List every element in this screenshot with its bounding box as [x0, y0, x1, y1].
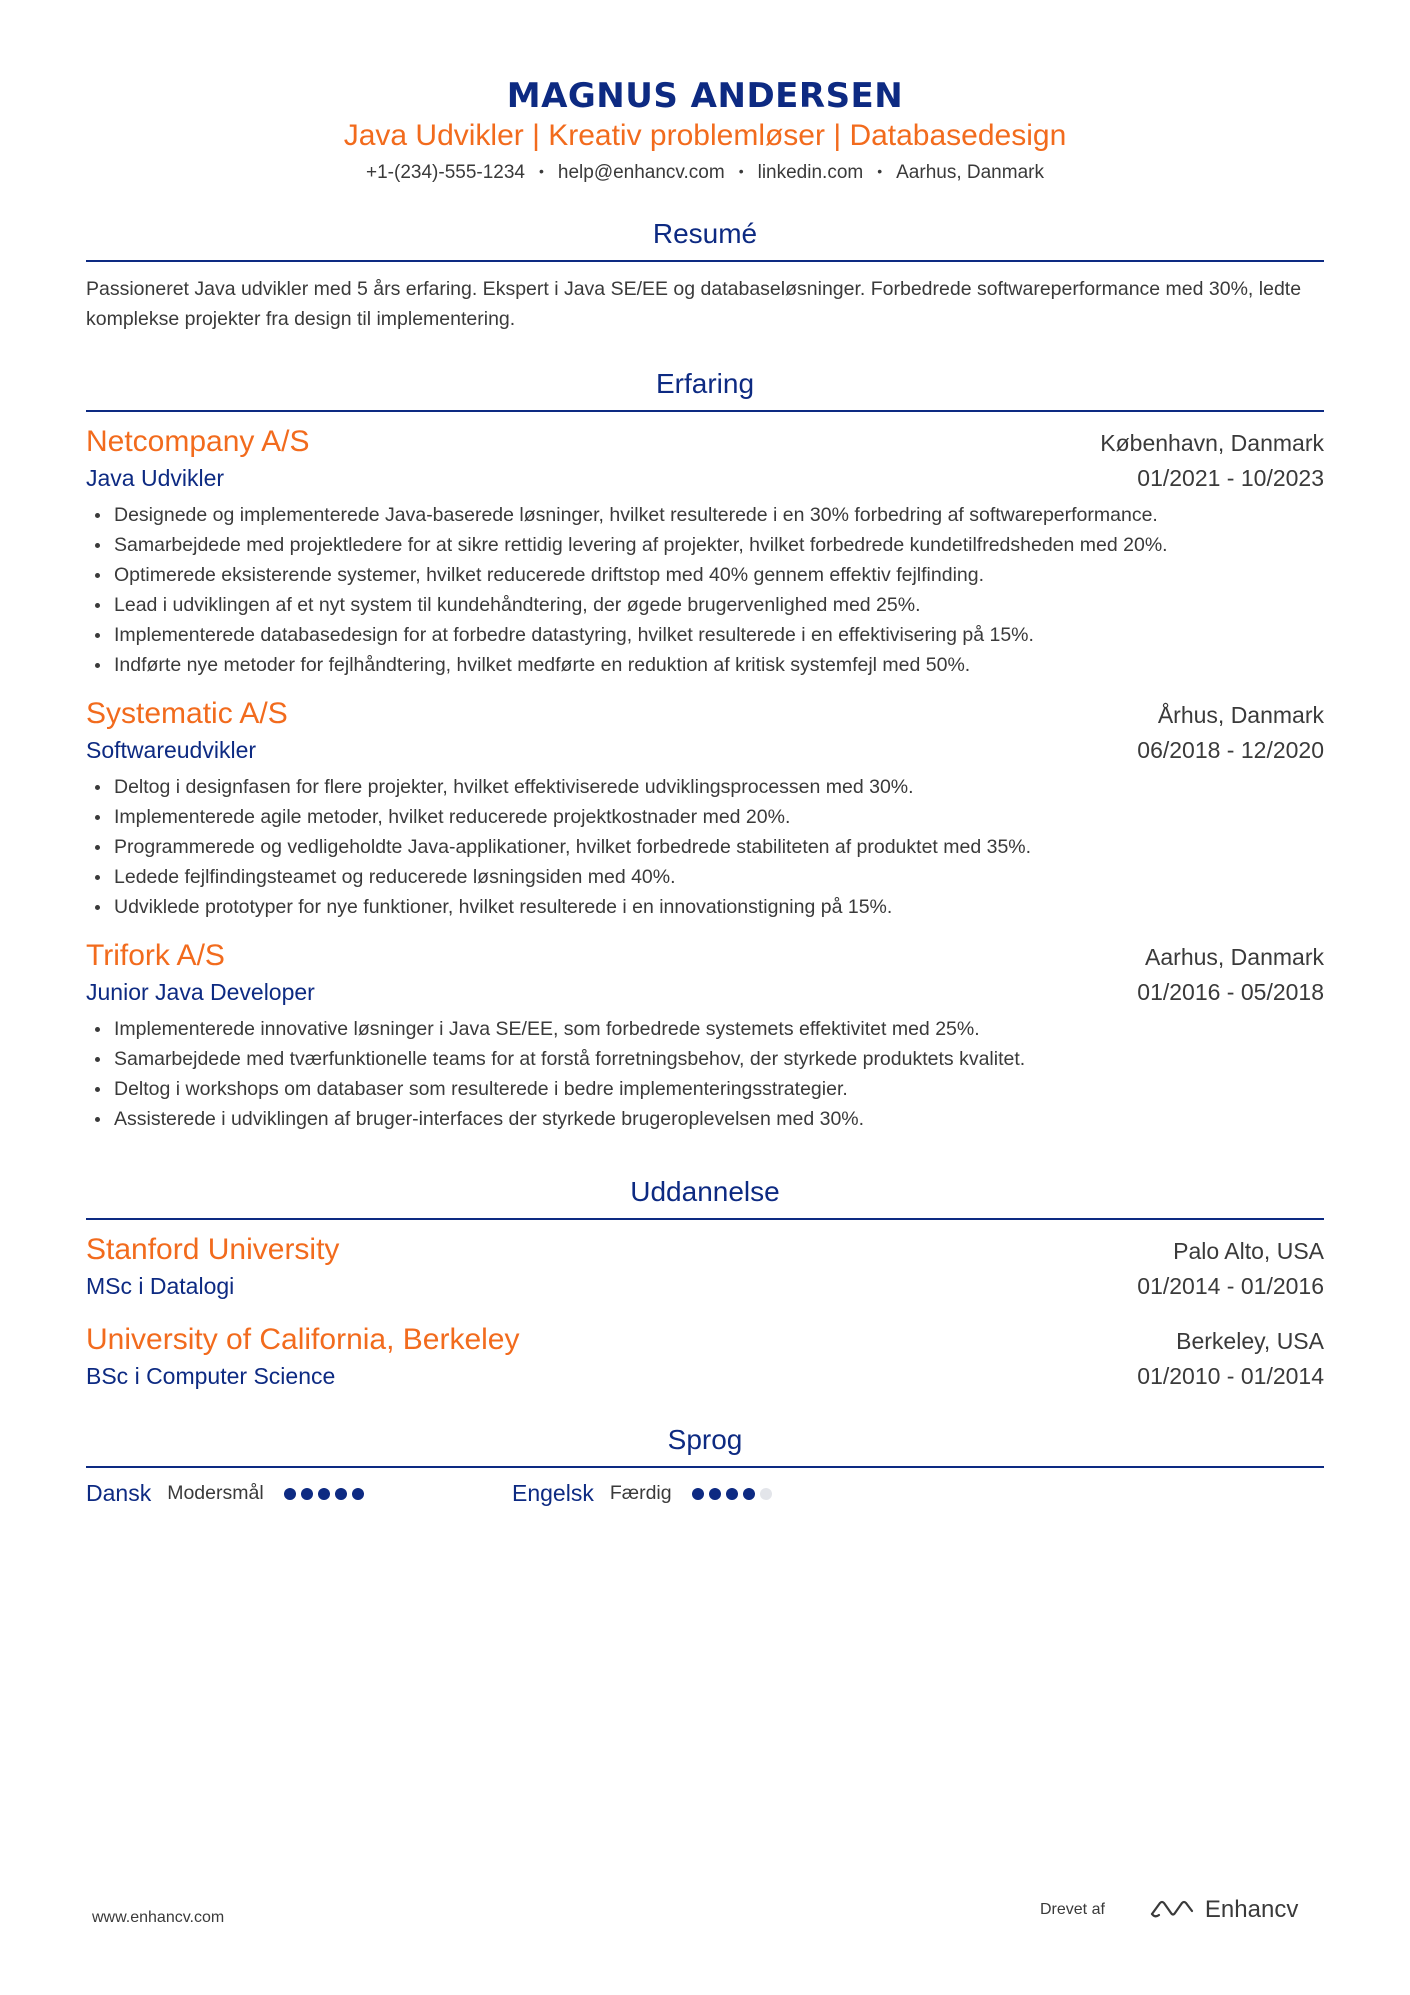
footer-url[interactable]: www.enhancv.com: [92, 1909, 225, 1926]
bullet-item: Implementerede agile metoder, hvilket reducerede projektkostnader med 20%.: [86, 802, 1324, 832]
headline: Java Udvikler | Kreativ problemløser | Databasedesign: [343, 119, 1067, 152]
language-name: Dansk: [86, 1480, 152, 1506]
experience-entry: [86, 936, 1324, 1134]
rating-dot: [760, 1488, 772, 1500]
separator-dot-icon: •: [738, 163, 744, 179]
experience-entry: [86, 694, 1324, 922]
bullet-item: Programmerede og vedligeholdte Java-applikationer, hvilket forbedrede stabiliteten af produktet med 35%.: [86, 832, 1324, 862]
separator-dot-icon: •: [538, 163, 544, 179]
school-location: Palo Alto, USA: [1173, 1238, 1324, 1264]
company-name: Netcompany A/S: [86, 425, 310, 458]
education-entry: [86, 1230, 1324, 1302]
experience-section: [86, 366, 1324, 1134]
job-dates: 01/2016 - 05/2018: [1137, 979, 1324, 1005]
language-level: Færdig: [609, 1482, 672, 1504]
school-name: University of California, Berkeley: [86, 1323, 520, 1356]
bullet-item: Deltog i workshops om databaser som resulterede i bedre implementeringsstrategier.: [86, 1074, 1324, 1104]
contact-line: [86, 158, 1324, 186]
section-title-experience: Erfaring: [86, 366, 1324, 412]
education-section: [86, 1174, 1324, 1392]
footer-branding: [1040, 1896, 1298, 1924]
contact-location: Aarhus, Danmark: [896, 162, 1044, 183]
bullet-item: Lead i udviklingen af et nyt system til kundehåndtering, der øgede brugervenlighed med 25%.: [86, 590, 1324, 620]
degree: MSc i Datalogi: [86, 1273, 235, 1299]
bullet-item: Samarbejdede med projektledere for at sikre rettidig levering af projekter, hvilket forbedrede kundetilfredsheden med 20%.: [86, 530, 1324, 560]
brand-name: Enhancv: [1204, 1896, 1299, 1923]
bullet-list: [86, 772, 1324, 922]
separator-dot-icon: •: [877, 163, 883, 179]
language-name: Engelsk: [512, 1480, 594, 1506]
language-rating: [692, 1488, 772, 1500]
contact-email[interactable]: help@enhancv.com: [557, 162, 725, 183]
rating-dot: [335, 1488, 347, 1500]
job-location: Århus, Danmark: [1157, 702, 1324, 728]
bullet-list: [86, 500, 1324, 680]
degree: BSc i Computer Science: [86, 1363, 336, 1389]
contact-phone: +1-(234)-555-1234: [366, 162, 525, 183]
language-rating: [284, 1488, 364, 1500]
bullet-item: Udviklede prototyper for nye funktioner, hvilket resulterede i en innovationstigning på 15%.: [86, 892, 1324, 922]
rating-dot: [352, 1488, 364, 1500]
rating-dot: [726, 1488, 738, 1500]
language-item: [86, 1480, 512, 1507]
company-name: Systematic A/S: [86, 697, 288, 730]
section-title-languages: Sprog: [86, 1422, 1324, 1468]
contact-linkedin[interactable]: linkedin.com: [757, 162, 864, 183]
rating-dot: [318, 1488, 330, 1500]
enhancv-logo-icon: [1149, 1899, 1195, 1921]
bullet-list: [86, 1014, 1324, 1134]
experience-entry: [86, 422, 1324, 680]
bullet-item: Designede og implementerede Java-baserede løsninger, hvilket resulterede i en 30% forbedring af softwareperformance.: [86, 500, 1324, 530]
language-item: [512, 1480, 938, 1507]
bullet-item: Implementerede innovative løsninger i Java SE/EE, som forbedrede systemets effektivitet med 25%.: [86, 1014, 1324, 1044]
language-level: Modersmål: [167, 1482, 264, 1504]
school-name: Stanford University: [86, 1233, 340, 1266]
rating-dot: [709, 1488, 721, 1500]
rating-dot: [692, 1488, 704, 1500]
job-dates: 01/2021 - 10/2023: [1137, 465, 1324, 491]
education-dates: 01/2014 - 01/2016: [1137, 1273, 1324, 1299]
rating-dot: [743, 1488, 755, 1500]
bullet-item: Deltog i designfasen for flere projekter, hvilket effektiviserede udviklingsprocessen med 30%.: [86, 772, 1324, 802]
education-entry: [86, 1320, 1324, 1392]
resume-page: [86, 0, 1324, 1507]
rating-dot: [284, 1488, 296, 1500]
section-title-summary: Resumé: [86, 216, 1324, 262]
bullet-item: Assisterede i udviklingen af bruger-interfaces der styrkede brugeroplevelsen med 30%.: [86, 1104, 1324, 1134]
job-location: København, Danmark: [1100, 430, 1324, 456]
powered-by-label: Drevet af: [1040, 1901, 1105, 1918]
rating-dot: [301, 1488, 313, 1500]
job-title: Softwareudvikler: [86, 737, 257, 763]
bullet-item: Ledede fejlfindingsteamet og reducerede løsningsiden med 40%.: [86, 862, 1324, 892]
education-dates: 01/2010 - 01/2014: [1137, 1363, 1324, 1389]
section-title-education: Uddannelse: [86, 1174, 1324, 1220]
bullet-item: Optimerede eksisterende systemer, hvilket reducerede driftstop med 40% gennem effektiv fejlfinding.: [86, 560, 1324, 590]
summary-section: [86, 216, 1324, 334]
job-title: Junior Java Developer: [86, 979, 315, 1005]
enhancv-logo[interactable]: [1149, 1896, 1298, 1924]
candidate-name: MAGNUS ANDERSEN: [506, 76, 904, 116]
company-name: Trifork A/S: [86, 939, 225, 972]
job-location: Aarhus, Danmark: [1145, 944, 1324, 970]
job-title: Java Udvikler: [86, 465, 225, 491]
languages-section: [86, 1422, 1324, 1507]
bullet-item: Implementerede databasedesign for at forbedre datastyring, hvilket resulterede i en effektivisering på 15%.: [86, 620, 1324, 650]
school-location: Berkeley, USA: [1176, 1328, 1324, 1354]
bullet-item: Samarbejdede med tværfunktionelle teams for at forstå forretningsbehov, der styrkede produktets kvalitet.: [86, 1044, 1324, 1074]
summary-text: Passioneret Java udvikler med 5 års erfaring. Ekspert i Java SE/EE og databaseløsninger. Forbedrede softwareperformance med 30%, ledte komplekse projekter fra design til implementering.: [86, 278, 1302, 330]
bullet-item: Indførte nye metoder for fejlhåndtering, hvilket medførte en reduktion af kritisk systemfejl med 50%.: [86, 650, 1324, 680]
job-dates: 06/2018 - 12/2020: [1137, 737, 1324, 763]
